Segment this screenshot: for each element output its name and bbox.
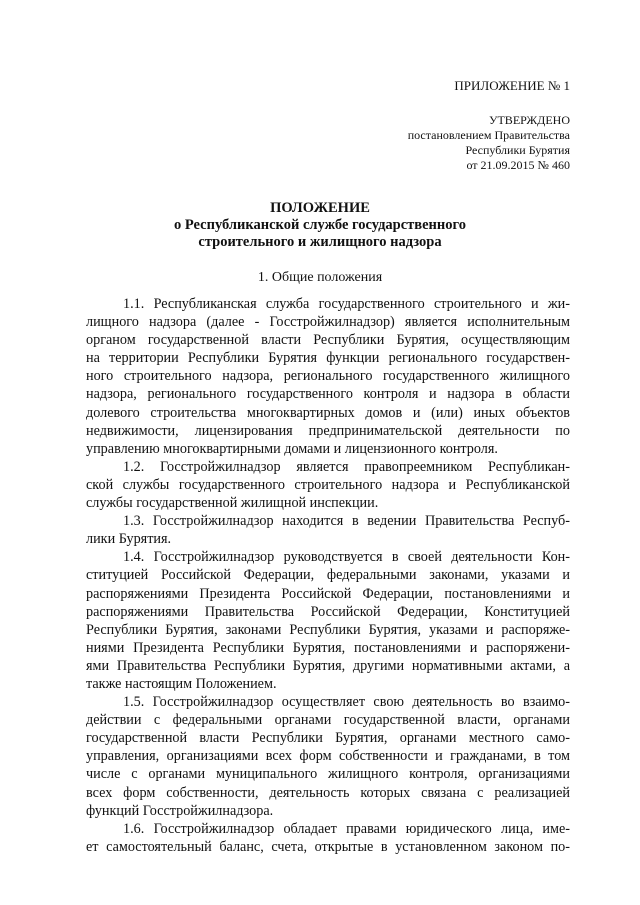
approval-line: Республики Бурятия <box>465 143 570 157</box>
title-line: о Республиканской службе государственного <box>174 217 466 233</box>
paragraph-line: управления, организациями всех форм собственности и гражданами, в том <box>86 748 570 765</box>
paragraph-line: надзора, регионального государственного контроля и надзора в области <box>86 386 570 403</box>
appendix-label: ПРИЛОЖЕНИЕ № 1 <box>454 78 570 93</box>
paragraph-line: 1.6. Госстройжилнадзор обладает правами юридического лица, име- <box>123 820 570 837</box>
paragraph-line: 1.1. Республиканская служба государственного строительного и жи- <box>123 296 570 312</box>
paragraph <box>86 548 570 693</box>
approval-stamp <box>408 113 570 173</box>
section-heading: 1. Общие положения <box>257 270 383 285</box>
paragraph-line: распоряжениями Правительства Российской Федерации, Конституцией <box>86 603 570 620</box>
paragraph-line: лики Бурятия. <box>86 531 172 548</box>
paragraph-line: управлению многоквартирными домами и лицензионного контроля. <box>86 440 498 457</box>
paragraph-line: государственной власти Республики Бурятия, органами местного само- <box>86 730 570 747</box>
approval-line: постановлением Правительства <box>407 128 570 142</box>
paragraph-line: недвижимости, лицензирования предпринимательской деятельности по <box>86 422 570 439</box>
paragraph-line: 1.3. Госстройжилнадзор находится в ведении Правительства Респуб- <box>123 513 570 530</box>
paragraph-line: ями Правительства Республики Бурятия, другими нормативными актами, а <box>86 657 570 674</box>
document-title <box>0 200 640 251</box>
paragraph-line: ного строительного надзора, регионального государственного жилищного <box>86 368 570 385</box>
paragraph-line: ституцией Российской Федерации, федеральными законами, указами и <box>86 567 570 584</box>
paragraph-line: также настоящим Положением. <box>86 675 277 692</box>
paragraph-line: 1.4. Госстройжилнадзор руководствуется в своей деятельности Кон- <box>123 549 570 566</box>
paragraph-line: органом государственной власти Республики Бурятия, осуществляющим <box>86 332 570 349</box>
paragraph <box>86 820 570 856</box>
paragraph <box>86 295 570 458</box>
document-body <box>86 295 570 856</box>
title-line: строительного и жилищного надзора <box>198 234 442 250</box>
paragraph-line: ет самостоятельный баланс, счета, открытые в установленном законом по- <box>86 838 570 855</box>
paragraph-line: всех форм собственности, деятельность которых связана с реализацией <box>86 784 570 801</box>
approval-line: от 21.09.2015 № 460 <box>466 158 570 172</box>
paragraph-line: 1.5. Госстройжилнадзор осуществляет свою деятельность во взаимо- <box>123 694 570 711</box>
paragraph-line: распоряжениями Президента Российской Федерации, постановлениями и <box>86 585 570 602</box>
paragraph <box>86 512 570 548</box>
paragraph-line: службы государственной жилищной инспекции. <box>86 495 379 512</box>
paragraph-line: долевого строительства многоквартирных домов и (или) иных объектов <box>86 404 570 421</box>
paragraph <box>86 458 570 512</box>
paragraph <box>86 693 570 820</box>
paragraph-line: ниями Президента Республики Бурятия, постановлениями и распоряжени- <box>86 639 570 656</box>
paragraph-line: Республики Бурятия, законами Республики Бурятия, указами и распоряже- <box>86 621 570 638</box>
paragraph-line: лищного надзора (далее - Госстройжилнадзор) является исполнительным <box>86 314 570 331</box>
paragraph-line: ской службы государственного строительного надзора и Республиканской <box>86 476 570 493</box>
paragraph-line: числе с органами муниципального жилищного контроля, организациями <box>86 766 570 783</box>
paragraph-line: функций Госстройжилнадзора. <box>86 802 274 819</box>
title-main: ПОЛОЖЕНИЕ <box>270 200 370 216</box>
paragraph-line: на территории Республики Бурятия функции регионального государствен- <box>86 350 570 367</box>
paragraph-line: 1.2. Госстройжилнадзор является правопреемником Республикан- <box>123 458 570 475</box>
paragraph-line: действии с федеральными органами государственной власти, органами <box>86 712 570 729</box>
approval-line: УТВЕРЖДЕНО <box>488 113 570 127</box>
